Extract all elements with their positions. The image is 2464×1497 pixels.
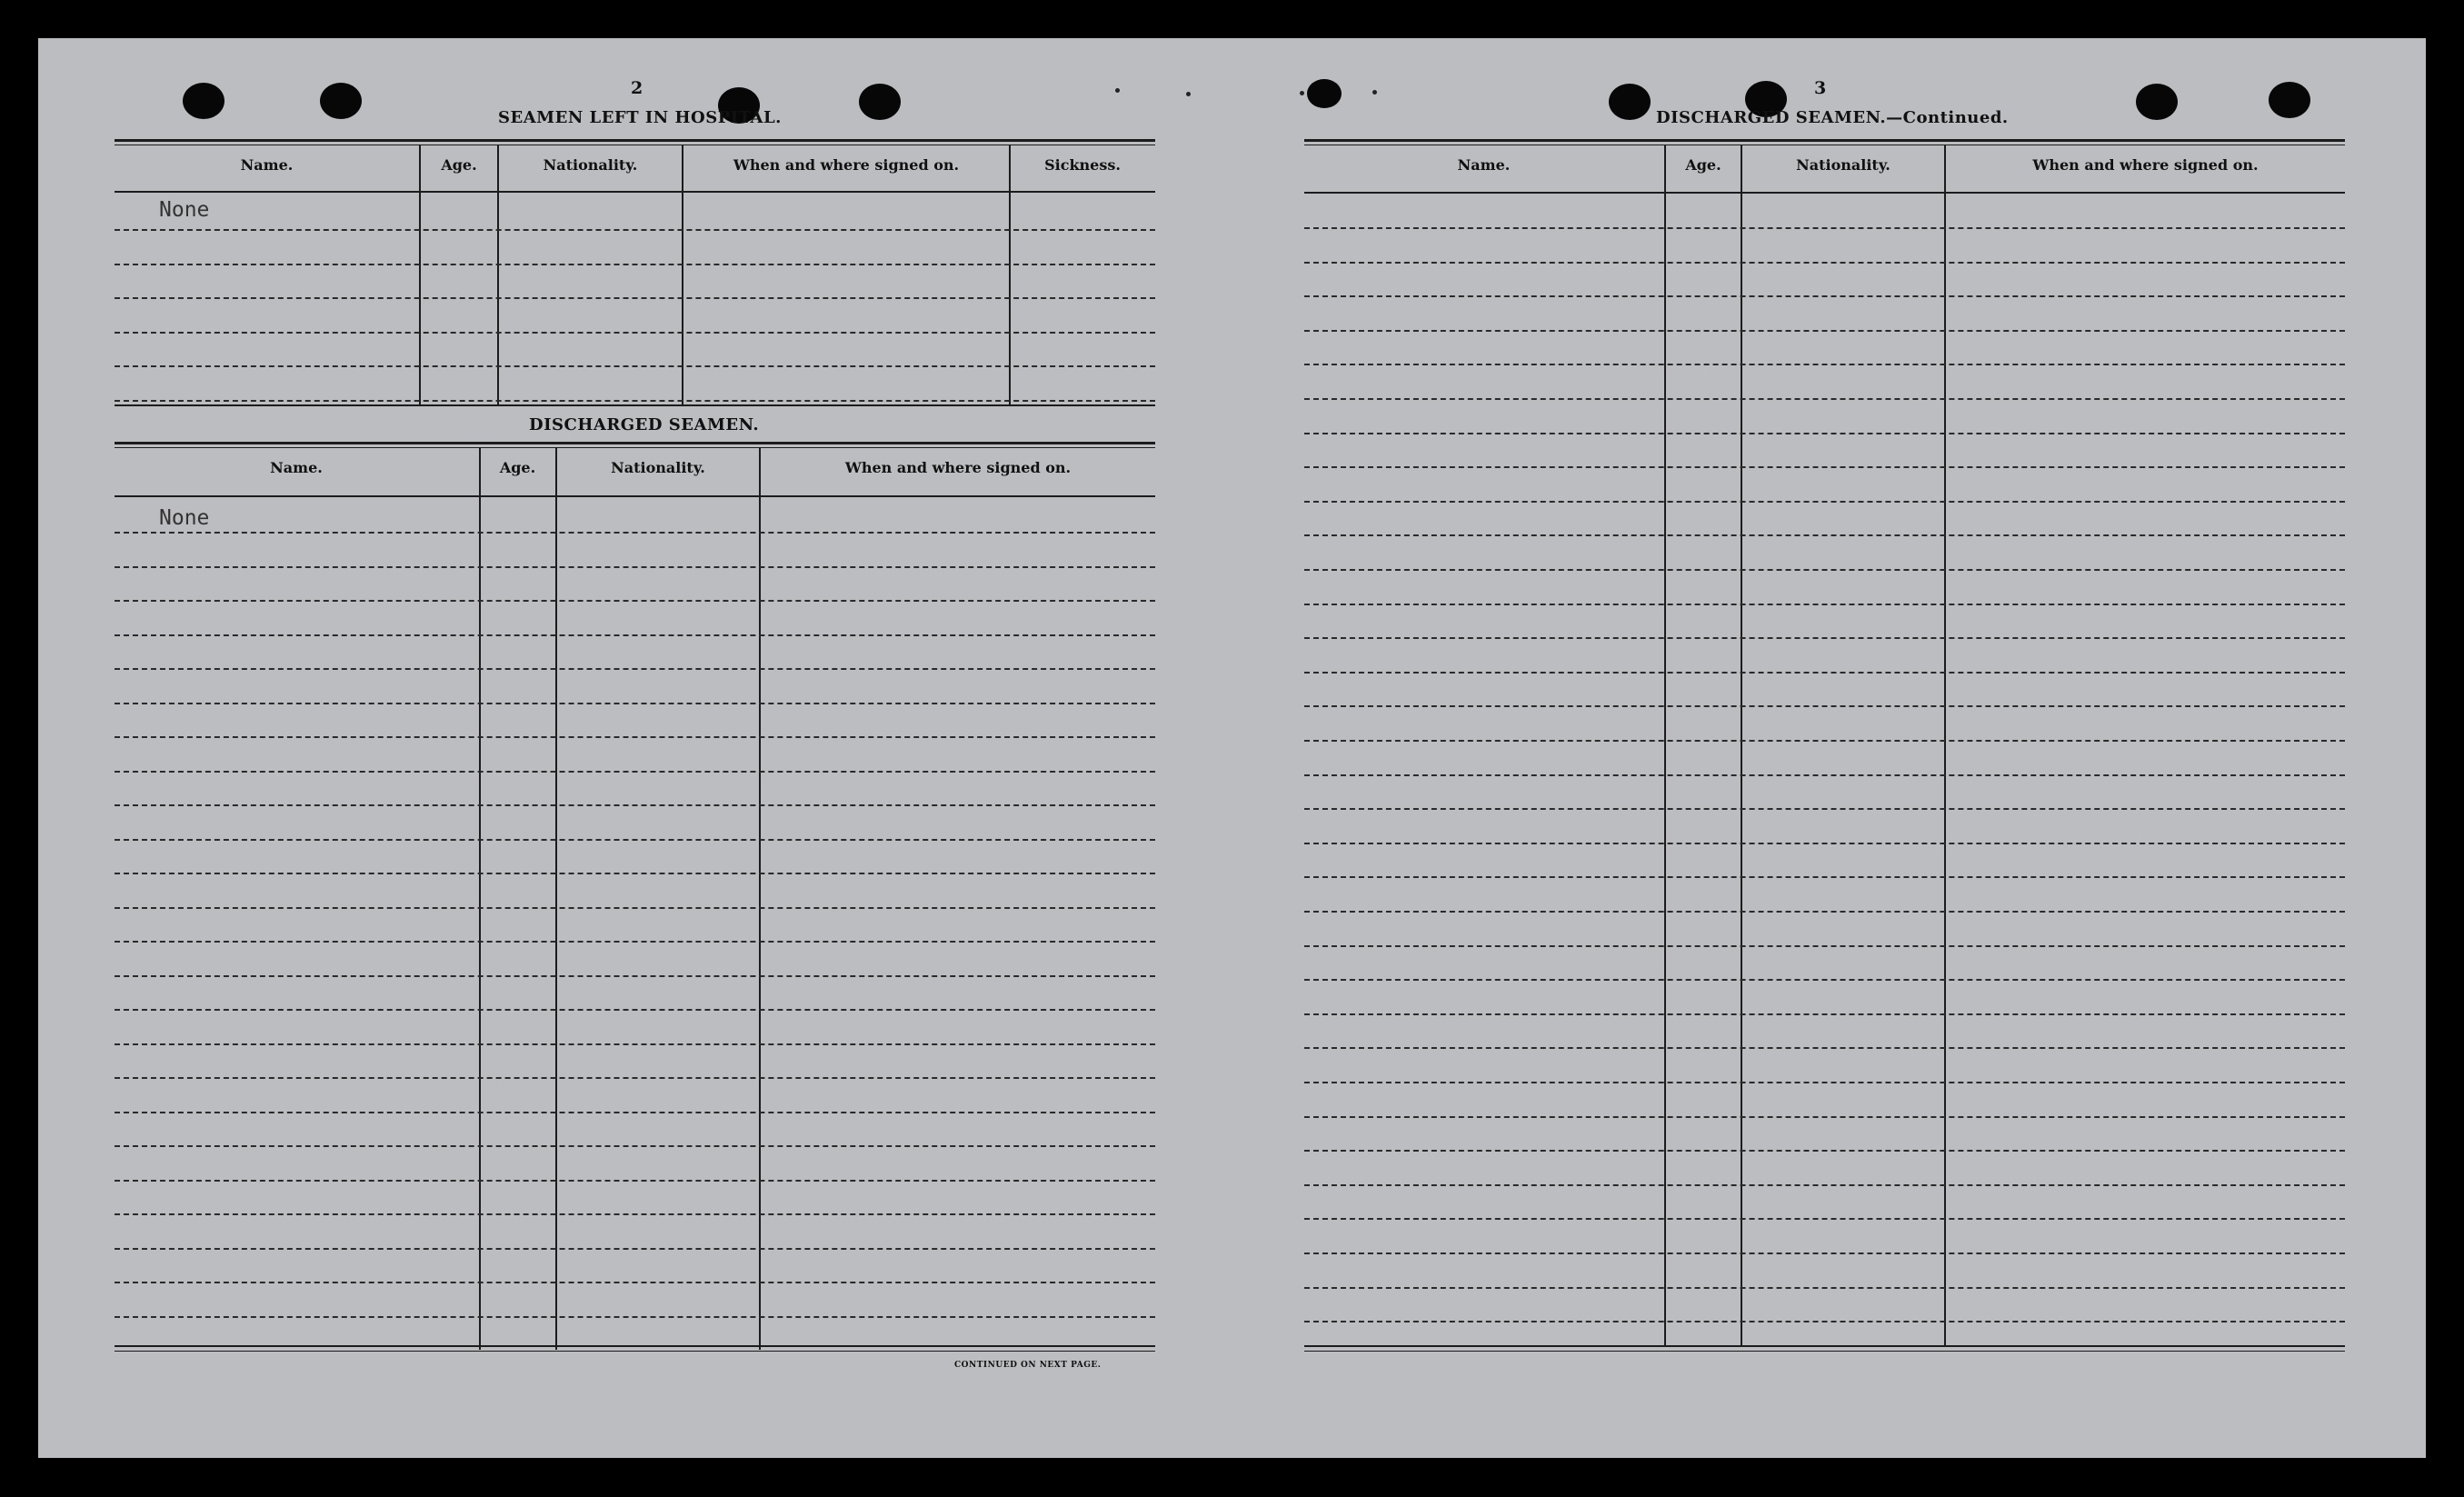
left-bottom-rule-2 <box>115 1351 1155 1352</box>
ledger-line <box>1304 1116 2345 1118</box>
right-header-rule <box>1304 192 2345 194</box>
hospital-top-rule <box>115 139 1155 142</box>
ledger-line <box>115 907 1155 909</box>
hospital-col-age: Age. <box>441 156 477 174</box>
ledger-line <box>115 941 1155 943</box>
ledger-line <box>115 771 1155 773</box>
speck <box>1372 90 1377 95</box>
punch-hole <box>183 83 224 119</box>
ledger-line <box>115 1043 1155 1045</box>
discharged-header-rule <box>115 495 1155 497</box>
left-page-number: 2 <box>631 78 643 98</box>
ledger-line <box>1304 466 2345 468</box>
right-col-name: Name. <box>1457 156 1511 174</box>
punch-hole <box>1307 79 1342 108</box>
ledger-line <box>115 1213 1155 1215</box>
ledger-line <box>1304 364 2345 365</box>
ledger-line <box>1304 569 2345 571</box>
continued-footer: CONTINUED ON NEXT PAGE. <box>954 1361 1102 1370</box>
speck <box>1115 88 1120 93</box>
ledger-line <box>115 264 1155 265</box>
ledger-line <box>1304 1013 2345 1015</box>
ledger-line <box>1304 433 2345 434</box>
hospital-col-signed-on: When and where signed on. <box>733 156 960 174</box>
punch-hole <box>2136 84 2178 120</box>
right-bottom-rule-2 <box>1304 1351 2345 1352</box>
right-page-number: 3 <box>1814 78 1827 98</box>
ledger-line <box>115 736 1155 738</box>
ledger-line <box>1304 262 2345 264</box>
ledger-line <box>115 703 1155 704</box>
discharged-section-title: DISCHARGED SEAMEN. <box>529 415 760 434</box>
ledger-line <box>1304 1218 2345 1220</box>
punch-hole <box>2269 82 2310 118</box>
right-section-title: DISCHARGED SEAMEN.—Continued. <box>1656 108 2009 127</box>
right-top-rule <box>1304 139 2345 142</box>
ledger-line <box>115 1112 1155 1113</box>
ledger-line <box>115 1316 1155 1318</box>
ledger-line <box>115 365 1155 367</box>
ledger-line <box>115 532 1155 534</box>
hospital-col-name: Name. <box>240 156 294 174</box>
right-col-divider <box>1944 145 1946 1345</box>
ledger-line <box>1304 1047 2345 1049</box>
discharged-top-rule <box>115 442 1155 444</box>
ledger-line <box>1304 1252 2345 1254</box>
ledger-line <box>1304 1184 2345 1186</box>
discharged-col-signed-on: When and where signed on. <box>844 459 1072 476</box>
ledger-line <box>115 1077 1155 1079</box>
ledger-line <box>115 600 1155 602</box>
hospital-col-nationality: Nationality. <box>543 156 638 174</box>
ledger-line <box>115 297 1155 299</box>
ledger-line <box>115 1145 1155 1147</box>
right-bottom-rule <box>1304 1345 2345 1347</box>
ledger-line <box>115 634 1155 636</box>
punch-hole <box>320 83 362 119</box>
discharged-entry: None <box>159 506 210 530</box>
ledger-line <box>1304 604 2345 605</box>
ledger-line <box>1304 843 2345 844</box>
ledger-line <box>1304 672 2345 674</box>
ledger-line <box>1304 774 2345 776</box>
ledger-line <box>1304 1150 2345 1152</box>
ledger-line <box>115 332 1155 334</box>
ledger-line <box>1304 911 2345 913</box>
ledger-line <box>115 975 1155 977</box>
ledger-line <box>1304 1082 2345 1083</box>
ledger-line <box>1304 1321 2345 1322</box>
ledger-line <box>1304 979 2345 981</box>
ledger-line <box>1304 227 2345 229</box>
discharged-col-name: Name. <box>270 459 323 476</box>
punch-hole <box>859 84 901 120</box>
ledger-line <box>115 839 1155 841</box>
ledger-line <box>115 1009 1155 1011</box>
ledger-line <box>1304 637 2345 639</box>
hospital-entry: None <box>159 198 210 222</box>
ledger-line <box>1304 740 2345 742</box>
left-bottom-rule <box>115 1345 1155 1347</box>
hospital-header-rule <box>115 191 1155 193</box>
ledger-line <box>115 566 1155 568</box>
speck <box>1300 91 1304 95</box>
punch-hole <box>1609 84 1651 120</box>
hospital-col-sickness: Sickness. <box>1044 156 1121 174</box>
right-col-signed-on: When and where signed on. <box>2032 156 2259 174</box>
ledger-line <box>1304 330 2345 332</box>
ledger-paper <box>38 38 2426 1458</box>
ledger-line <box>115 873 1155 874</box>
discharged-col-age: Age. <box>499 459 536 476</box>
ledger-line <box>1304 945 2345 947</box>
ledger-line <box>1304 295 2345 297</box>
ledger-line <box>115 400 1155 402</box>
ledger-line <box>1304 705 2345 707</box>
discharged-top-rule-2 <box>115 447 1155 448</box>
ledger-line <box>1304 501 2345 503</box>
ledger-line <box>1304 534 2345 536</box>
right-col-divider <box>1664 145 1666 1345</box>
ledger-line <box>115 668 1155 670</box>
ledger-line <box>115 804 1155 806</box>
speck <box>1186 92 1191 96</box>
ledger-line <box>115 1180 1155 1182</box>
ledger-line <box>1304 398 2345 400</box>
discharged-col-nationality: Nationality. <box>611 459 705 476</box>
right-col-nationality: Nationality. <box>1796 156 1890 174</box>
ledger-line <box>115 1282 1155 1283</box>
right-col-age: Age. <box>1685 156 1721 174</box>
ledger-line <box>1304 1287 2345 1289</box>
ledger-line <box>1304 876 2345 878</box>
ledger-line <box>1304 808 2345 810</box>
ledger-line <box>115 1248 1155 1250</box>
hospital-bottom-rule <box>115 404 1155 406</box>
right-col-divider <box>1741 145 1742 1345</box>
ledger-line <box>115 229 1155 231</box>
hospital-section-title: SEAMEN LEFT IN HOSPITAL. <box>498 108 782 127</box>
